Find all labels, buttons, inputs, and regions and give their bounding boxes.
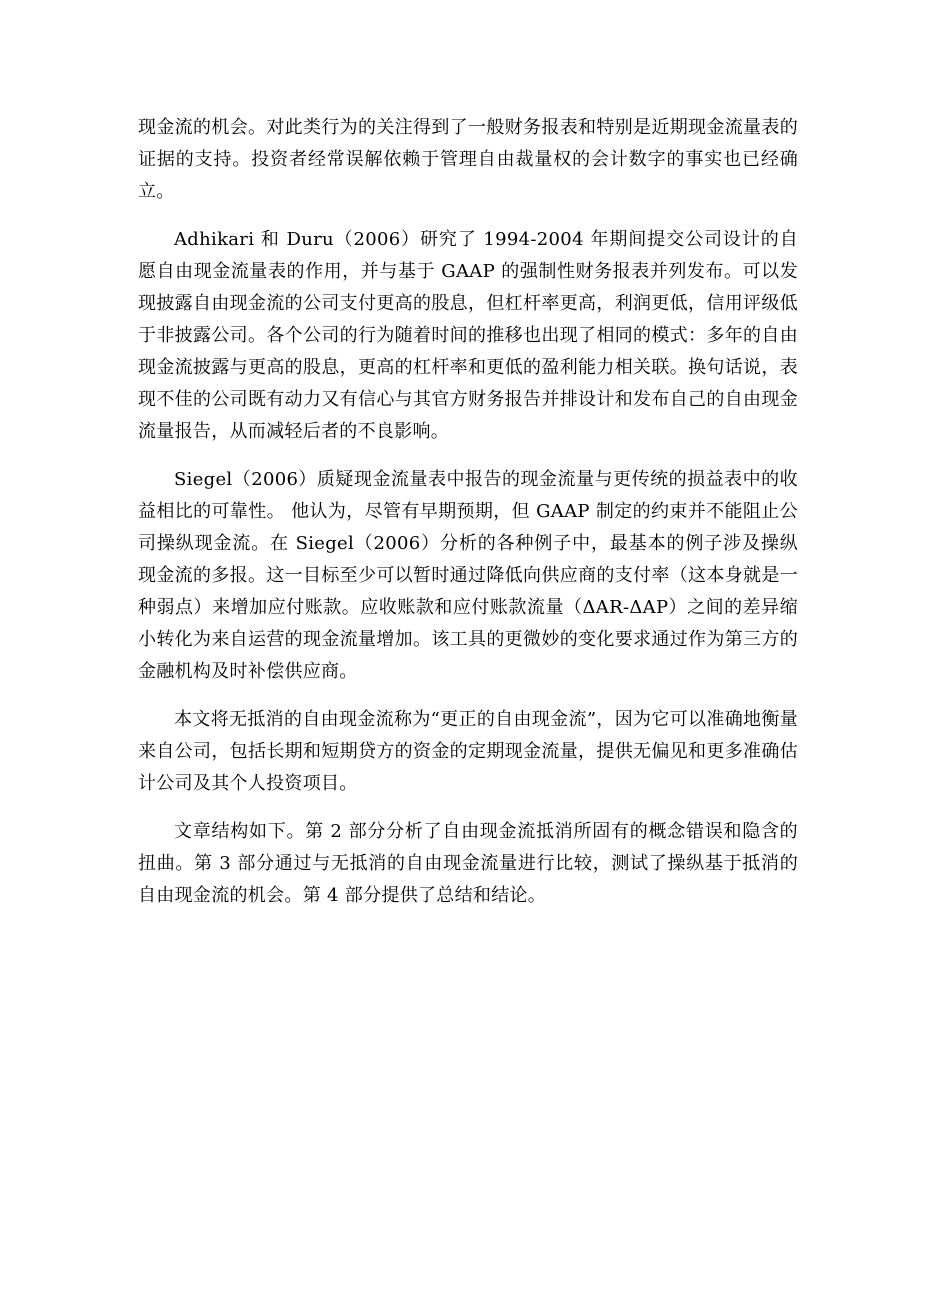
paragraph-structure: 文章结构如下。第 2 部分分析了自由现金流抵消所固有的概念错误和隐含的扭曲。第 3 部分通过与无抵消的自由现金流量进行比较，测试了操纵基于抵消的自由现金流的机会。第 4 部分提供了总结和结论。 [138,821,798,906]
document-body [138,112,798,912]
paragraph-siegel: Siegel（2006）质疑现金流量表中报告的现金流量与更传统的损益表中的收益相比的可靠性。 他认为，尽管有早期预期，但 GAAP 制定的约束并不能阻止公司操纵现金流。在 Siegel（2006）分析的各种例子中，最基本的例子涉及操纵现金流的多报。这一目标至少可以暂时通过降低向供应商的支付率（这本身就是一种弱点）来增加应付账款。应收账款和应付账款流量（ΔAR-ΔAP）之间的差异缩小转化为来自运营的现金流量增加。该工具的更微妙的变化要求通过作为第三方的金融机构及时补偿供应商。 [138,469,798,682]
paragraph-continuation: 现金流的机会。对此类行为的关注得到了一般财务报表和特别是近期现金流量表的证据的支持。投资者经常误解依赖于管理自由裁量权的会计数字的事实也已经确立。 [138,117,798,202]
paragraph-adhikari-duru: Adhikari 和 Duru（2006）研究了 1994-2004 年期间提交公司设计的自愿自由现金流量表的作用，并与基于 GAAP 的强制性财务报表并列发布。可以发现披露自由现金流的公司支付更高的股息，但杠杆率更高，利润更低，信用评级低于非披露公司。各个公司的行为随着时间的推移也出现了相同的模式：多年的自由现金流披露与更高的股息，更高的杠杆率和更低的盈利能力相关联。换句话说，表现不佳的公司既有动力又有信心与其官方财务报告并排设计和发布自己的自由现金流量报告，从而减轻后者的不良影响。 [138,229,798,442]
paragraph-corrected-fcf: 本文将无抵消的自由现金流称为“更正的自由现金流”，因为它可以准确地衡量来自公司，包括长期和短期贷方的资金的定期现金流量，提供无偏见和更多准确估计公司及其个人投资项目。 [138,709,798,794]
